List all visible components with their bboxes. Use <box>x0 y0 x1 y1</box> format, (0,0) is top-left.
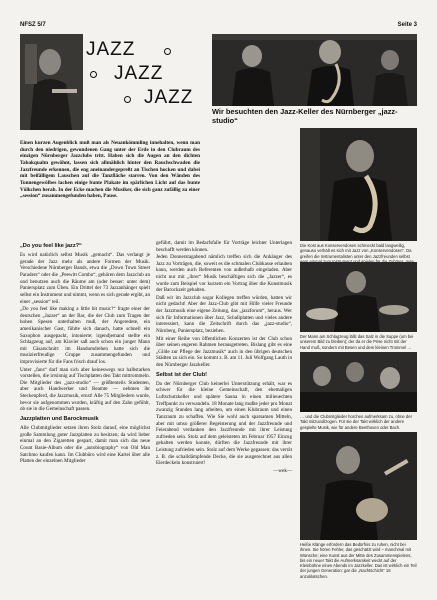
paragraph: Da der Nürnberger Club keinerlei Unterstützung erhält, war es schwer für die kleine Gemeinschaft, den ehemaligen Luftschutzkeller und spätere Sauna in einen milieuechten Treffpunkt zu verwandeln. 18 Monate lang mußte jeder pro Monat zwanzig Stunden lang arbeiten, um einen Klubraum und einen Tanzraum zu schaffen. Wie Sie wohl auch sparsamen Mitteln, aber mit umso größerer Begeisterung und der Jazzfreunde und Feierabend verdanken den Jazzfreunde mit ihrer Leistung zufrieden sein. Stolz auf dem geleisteten im Februar 1957 Einzug gehalten werden konnte, dürften die Jazzfreunde mit ihrer Leistung zufrieden sein. Stolz auf dem Werke gegassen: das verrät z. B. die schalldämpfende Decke, die sie ausgerechnet aus allen Eierdeckeln konstruiert! <box>156 380 292 467</box>
photo-guitar-player <box>300 432 417 540</box>
paragraph: Mit einer Reihe von öffentlichen Konzerten ist der Club schon über seinen engeren Rahmen herausgetreten. Bislang gibt es eine „Gilde zur Pflege der Jazzmusik“ auch in den übrigen deutschen Städten zu sich ein. So kommt z. B. am 11. Juli Wolfgang Lauth in den Nürnberger Jazzkeller. <box>156 335 292 368</box>
paragraph: „Do you feel like making a little bit music?“ fragte einer der deutschen „Jazzer“ an der Bar, die der Club zum Tragen der hohen Spesen unterhalten muß, der Angeredete, ein amerikanischer Gast, fühlte sich danach, hatte schnell ein Saxophon ausgepackt, intonierte; irgendjemand stellte ein Schlagzeug auf, am Klavier saß auch schon ein junger Mann mit Cäsarschnitt: im Handumdrehen hatte sich die musizierfreudige Gruppe zusammengefunden und improvisierte für die Fans frisch drauf los. <box>20 306 150 366</box>
paragraph: Es wird natürlich selbst Musik „gemacht“. Das verlangt je gerade der Jazz mehr als andere Formen der Musik. Verschiedene Nürnberger Bands, etwa die „Down Town Street Paraders“ oder die „Peewitt Combo“, gehören dem Jazzclub an und benutzen auch die Räume am (oder besser: unter dem) Paniersplatz zum Üben. Ein Drittel der 73 Jazzanhänger spielt selbst ein Instrument und nimmt, wenn es sich gerade ergibt, an einer „session“ teil. <box>20 252 150 305</box>
article-column-2 <box>156 240 292 590</box>
article-column-1 <box>20 240 150 590</box>
caption-middle-right: Der Mann am Schlagzeug läßt das Salz in die Suppe (um bei unserem Bild zu bleiben); der da er die Prise nicht mit der Hand muß, sondern mit Besen und dem kleinen Trommel … <box>300 334 414 350</box>
headline <box>86 34 198 114</box>
page-header <box>20 22 417 32</box>
paragraph: geführt, damit im Bedarfsfalle für Vorträge leichter Unterlagen beschafft werden können. <box>156 240 292 253</box>
paragraph: Daß wir im Jazzclub sogar Kollegen treffen würden, hatten wir nicht gedacht! Aber der Jazz-Club gibt mit Hilfe vieler Freunde der Jazzmusik eine eigene Zeitung, das „jazzforum“, heraus. Wer sich für Informationen über Jazz, Schallplatten und vieles andere interessiert, kann die Zeitschrift durch das „jazz-studio“, Nürnberg, Paniersplatz, beziehen. <box>156 294 292 334</box>
headline-word-1: JAZZ <box>86 39 136 60</box>
circle-icon <box>90 71 97 78</box>
circle-icon <box>164 48 171 55</box>
photo-audience <box>300 352 417 412</box>
author-sign: —wek— <box>273 467 292 474</box>
section-heading: Selbst ist der Club! <box>156 371 207 378</box>
caption-bottom-right: Heiße Klänge erfordern das Bedürfnis zu ruhen, nicht bei ihnen. Sie hören Fehler, das geschätzt wird – manchmal mit Wünsche; eine Kunst aus der Mitte des Zusammenspielens, bis ein neuer Takt die Aufmerksamkeit weckt auf der Kleinbühne eines Abends im Jazzkeller. Das ist wirklich ein Teil der jungen Generation: gar die „Nachtschicht“ 18 anzuklatschen. <box>300 542 417 579</box>
section-heading: „Do you feel like jazz?“ <box>20 243 82 249</box>
page-number: Seite 3 <box>397 22 417 28</box>
caption-text: Die Kost aus Konservendosen schmeckt bald langweilig, genauso verhält es sich mit Jazz von „Konservendosen“. Da greifen die Instrumentalisten unter den Jazzfreunden selbst <box>300 243 412 259</box>
caption-lower-right: … und die Clubmitglieder horchen aufmerksam zu, ohne der Takt mitzuvollzogen. Für sie der Takt wirklich der andere gespielte Musik, wie für andere Beethoven oder Bach. <box>300 414 412 430</box>
headline-word-3: JAZZ <box>144 87 194 108</box>
paragraph: Unter „fans“ darf man sich aber keineswegs nur halbstarken vorstellen, die irrsinnig auf Tischplatten den Takt mittrommeln. Die Mitglieder des „jazz-studio“ — größtenteils Studenten, aber auch Handwerker und Beamte — nehmen ihr Steckenpferd, die Jazzmusik, ernst! Alle 75 Mitgliedern wurde, bevor sie aufgenommen wurden, kräftig auf den Zahn gefühlt, ob sie in die Gemeinschaft passen. <box>20 366 150 413</box>
circle-icon <box>124 96 131 103</box>
paragraph: Alle Clubmitglieder setzen ihren Stolz darauf, eine möglichst große Sammlung guter Jazzplatten zu besitzen; da wird lieber einmal an den Zigaretten gespart, damit man sich das neue Count Basie-Album oder die „autobiography“ von Old Man Satchmo kaufen kann. Im Clubbüro wird eine Kartei über alle Platten der einzelnen Mitglieder <box>20 425 150 465</box>
subtitle: Wir besuchten den Jazz-Keller des Nürnberger „jazz-studio“ <box>212 107 398 125</box>
photo-saxophone-player <box>300 128 417 241</box>
photo-jazz-band-session <box>212 34 417 106</box>
photo-drummer <box>300 262 417 332</box>
headline-word-2: JAZZ <box>114 63 164 84</box>
paragraph: Jeden Donnerstagabend nämlich treffen sich die Anhänger des Jazz zu Vorträgen, die, soweit es die schmalen Clubkasse erlauben kann, werden auch Referenten von außerhalb eingeladen. Aber nicht nur mit „ihrer“ Musik beschäftigen sich die „Jazzer“, es wurde zum Beispiel vor kurzem ein Vortrag über die Kunstmusik der Barockzeit gehalten. <box>156 254 292 294</box>
lead-paragraph: Einen kurzen Augenblick muß man als Neuankömmling innehalten, wenn man durch den niedrigen, gewundenen Gang unter der Erde in den Clubraum des einzigen Nürnberger Jazzclubs tritt. Haben sich die Augen an den dichten Tabakqualm gewöhnt, lassen sich allmählich hinter den Rauchschwaden die Jazzfreunde erkennen, die eng aneinandergepreßt an Tischen hocken und dabei mit beifälligem Lauschen auf die Tanzfläche starren. Von den Wänden des Tonnengewölbes lachen einige bunte Plakate im spärlichen Licht auf das bunte Völkchen herab. In der Ecke machen die Musiker, die sich ganz zufällig zu einer „session“ zusammengefunden haben, Pause. <box>20 140 200 200</box>
photo-jazz-musician-left <box>20 34 83 130</box>
section-heading: Jazzplatten und Barockmusik <box>20 415 99 422</box>
issue-label: NFSZ 5/7 <box>20 22 46 28</box>
